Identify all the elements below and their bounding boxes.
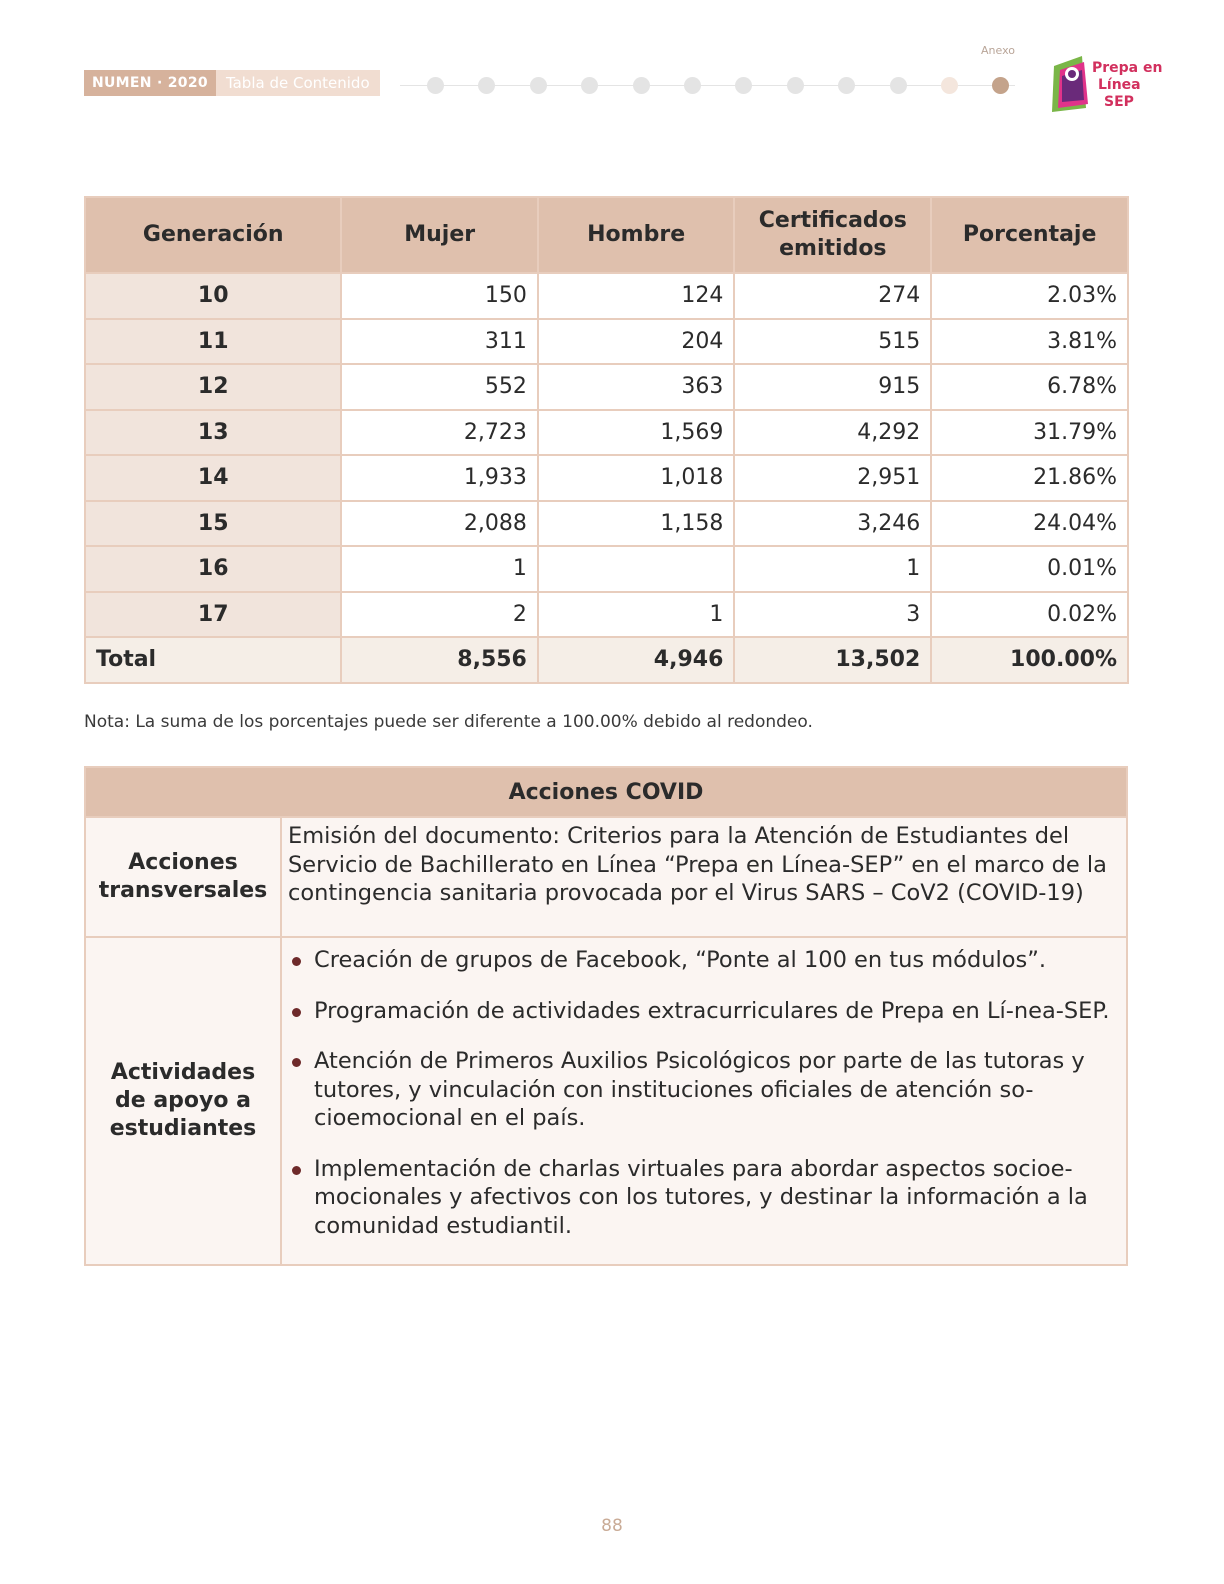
timeline-dot[interactable]	[941, 77, 958, 94]
cell-cert: 1	[734, 546, 931, 592]
timeline-dot[interactable]	[684, 77, 701, 94]
cell-generacion: 11	[85, 319, 341, 365]
cell-generacion: 12	[85, 364, 341, 410]
timeline-dot[interactable]	[633, 77, 650, 94]
timeline-dot[interactable]	[581, 77, 598, 94]
cell-cert: 3,246	[734, 501, 931, 547]
cell-pct: 31.79%	[931, 410, 1128, 456]
table-row	[85, 501, 1128, 547]
timeline-dot-active[interactable]	[992, 77, 1009, 94]
cell-hombre: 1,158	[538, 501, 735, 547]
table-row	[85, 546, 1128, 592]
cell-generacion: 15	[85, 501, 341, 547]
transversal-label-text: Acciones transversales	[98, 850, 268, 903]
covid-row-support	[85, 937, 1127, 1265]
table-row	[85, 319, 1128, 365]
cell-cert: 515	[734, 319, 931, 365]
timeline-dot[interactable]	[530, 77, 547, 94]
section-label: Anexo	[981, 44, 1015, 57]
total-mujer: 8,556	[341, 637, 537, 683]
list-item: Implementación de charlas virtuales para abordar aspectos socioe-mocionales y afectivos con los tutores, y destinar la información a la comunidad estudiantil.	[288, 1155, 1120, 1241]
cell-generacion: 17	[85, 592, 341, 638]
table-row	[85, 410, 1128, 456]
cell-hombre: 204	[538, 319, 735, 365]
cell-generacion: 16	[85, 546, 341, 592]
total-hombre: 4,946	[538, 637, 735, 683]
timeline-dot[interactable]	[838, 77, 855, 94]
cell-hombre: 363	[538, 364, 735, 410]
header-hombre: Hombre	[538, 197, 735, 273]
total-label: Total	[85, 637, 341, 683]
cell-hombre: 1,569	[538, 410, 735, 456]
timeline-dot[interactable]	[787, 77, 804, 94]
cell-generacion: 13	[85, 410, 341, 456]
header-tag	[84, 70, 380, 96]
table-row	[85, 592, 1128, 638]
cell-pct: 21.86%	[931, 455, 1128, 501]
cell-hombre: 1	[538, 592, 735, 638]
covid-actions-table	[84, 766, 1128, 1266]
covid-title: Acciones COVID	[85, 767, 1127, 817]
cell-mujer: 1,933	[341, 455, 537, 501]
timeline-dot[interactable]	[735, 77, 752, 94]
cell-mujer: 552	[341, 364, 537, 410]
timeline-dot[interactable]	[890, 77, 907, 94]
support-label	[85, 937, 281, 1265]
header-certificados-text: Certificados emitidos	[758, 208, 907, 261]
toc-link[interactable]: Tabla de Contenido	[216, 70, 380, 96]
page-number: 88	[601, 1516, 623, 1536]
cell-mujer: 150	[341, 273, 537, 319]
cell-pct: 24.04%	[931, 501, 1128, 547]
cell-pct: 3.81%	[931, 319, 1128, 365]
cell-cert: 274	[734, 273, 931, 319]
header-mujer: Mujer	[341, 197, 537, 273]
certificates-table	[84, 196, 1129, 684]
cell-hombre: 124	[538, 273, 735, 319]
covid-row-transversal	[85, 817, 1127, 937]
rounding-note: Nota: La suma de los porcentajes puede ser diferente a 100.00% debido al redondeo.	[84, 712, 813, 732]
cell-mujer: 2,723	[341, 410, 537, 456]
timeline-dot[interactable]	[478, 77, 495, 94]
support-label-text: Actividades de apoyo a estudiantes	[109, 1060, 257, 1141]
header-porcentaje: Porcentaje	[931, 197, 1128, 273]
svg-text:Prepa en: Prepa en	[1092, 60, 1163, 76]
brand-label: NUMEN · 2020	[84, 70, 216, 96]
cell-mujer: 311	[341, 319, 537, 365]
cell-pct: 6.78%	[931, 364, 1128, 410]
cell-generacion: 10	[85, 273, 341, 319]
list-item: Atención de Primeros Auxilios Psicológicos por parte de las tutoras y tutores, y vinculación con instituciones oficiales de atención so-cioemocional en el país.	[288, 1047, 1120, 1133]
cell-hombre: 1,018	[538, 455, 735, 501]
support-content	[281, 937, 1127, 1265]
cell-pct: 2.03%	[931, 273, 1128, 319]
cell-mujer: 2,088	[341, 501, 537, 547]
table-header-row	[85, 197, 1128, 273]
covid-header-row	[85, 767, 1127, 817]
cell-pct: 0.01%	[931, 546, 1128, 592]
cell-hombre	[538, 546, 735, 592]
cell-mujer: 2	[341, 592, 537, 638]
cell-cert: 4,292	[734, 410, 931, 456]
table-row	[85, 455, 1128, 501]
total-cert: 13,502	[734, 637, 931, 683]
prepa-en-linea-logo	[1048, 54, 1163, 116]
timeline-dot[interactable]	[427, 77, 444, 94]
table-row	[85, 364, 1128, 410]
cell-generacion: 14	[85, 455, 341, 501]
transversal-label	[85, 817, 281, 937]
header-generacion: Generación	[85, 197, 341, 273]
total-pct: 100.00%	[931, 637, 1128, 683]
cell-mujer: 1	[341, 546, 537, 592]
cell-cert: 2,951	[734, 455, 931, 501]
total-row	[85, 637, 1128, 683]
svg-text:SEP: SEP	[1104, 94, 1134, 110]
list-item: Creación de grupos de Facebook, “Ponte al 100 en tus módulos”.	[288, 946, 1120, 975]
svg-text:Línea: Línea	[1098, 77, 1141, 93]
cell-cert: 915	[734, 364, 931, 410]
table-body	[85, 273, 1128, 683]
cell-cert: 3	[734, 592, 931, 638]
support-list	[288, 942, 1120, 1240]
transversal-text: Emisión del documento: Criterios para la Atención de Estudiantes del Servicio de Bachillerato en Línea “Prepa en Línea-SEP” en el marco de la contingencia sanitaria provocada por el Virus SARS – CoV2 (COVID-19)	[281, 817, 1127, 937]
cell-pct: 0.02%	[931, 592, 1128, 638]
header-certificados	[734, 197, 931, 273]
list-item: Programación de actividades extracurriculares de Prepa en Lí-nea-SEP.	[288, 997, 1120, 1026]
table-row	[85, 273, 1128, 319]
